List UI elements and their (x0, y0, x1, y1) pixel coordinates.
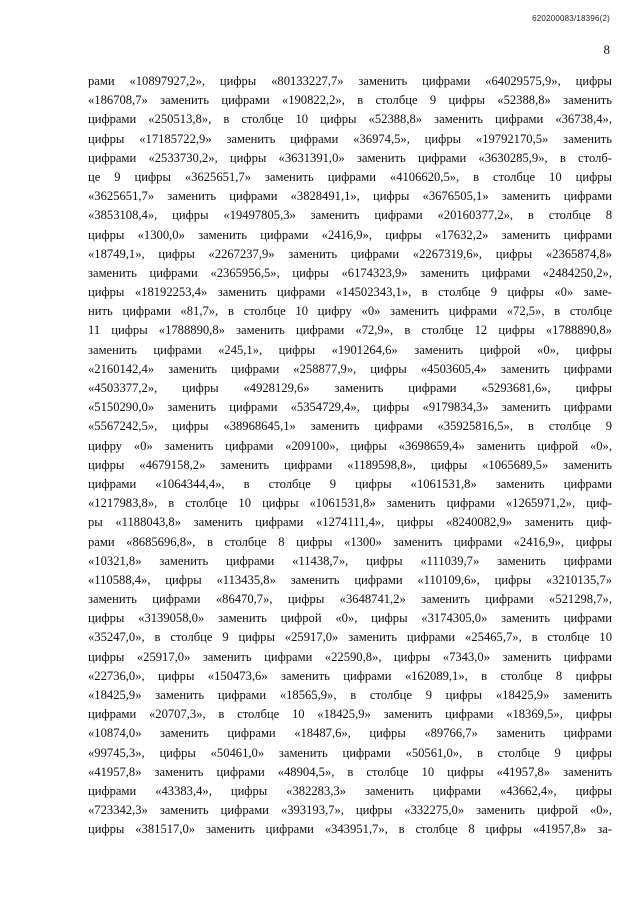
page-number: 8 (603, 42, 610, 57)
text-line: цифры «381517,0» заменить цифрами «343951,7», в столбце 8 цифры «41957,8» за- (88, 822, 612, 837)
text-line: «35247,0», в столбце 9 цифры «25917,0» заменить цифрами «25465,7», в столбце 10 (88, 630, 612, 645)
text-line: «10321,8» заменить цифрами «11438,7», цифры «111039,7» заменить цифрами (88, 553, 612, 568)
text-line: «186708,7» заменить цифрами «190822,2», в столбце 9 цифры «52388,8» заменить (88, 93, 612, 108)
text-line: «41957,8» заменить цифрами «48904,5», в столбце 10 цифры «41957,8» заменить (88, 764, 612, 779)
text-line: «18425,9» заменить цифрами «18565,9», в столбце 9 цифры «18425,9» заменить (88, 688, 612, 702)
text-line: цифрами «1064344,4», в столбце 9 цифры «1061531,8» заменить цифрами (88, 476, 612, 491)
text-line: «10874,0» заменить цифрами «18487,6», цифры «89766,7» заменить цифрами (88, 726, 612, 741)
text-line: «4503377,2», цифры «4928129,6» заменить цифрами «5293681,6», цифры (88, 381, 612, 395)
text-line: «723342,3» заменить цифрами «393193,7», цифры «332275,0» заменить цифрой «0», (88, 803, 612, 818)
text-line: «2160142,4» заменить цифрами «258877,9», цифры «4503605,4» заменить цифрами (88, 361, 612, 376)
text-line: це 9 цифры «3625651,7» заменить цифрами «4106620,5», в столбце 10 цифры (88, 169, 612, 184)
text-line: цифру «0» заменить цифрами «209100», цифры «3698659,4» заменить цифрой «0», (88, 438, 612, 453)
text-line: рами «8685696,8», в столбце 8 цифры «1300» заменить цифрами «2416,9», цифры (88, 534, 612, 549)
text-line: ры «1188043,8» заменить цифрами «1274111,4», цифры «8240082,9» заменить циф- (88, 515, 612, 530)
text-line: цифрами «2533730,2», цифры «3631391,0» заменить цифрами «3630285,9», в столб- (88, 150, 612, 165)
text-line: «22736,0», цифры «150473,6» заменить цифрами «162089,1», в столбце 8 цифры (88, 668, 612, 683)
text-line: рами «10897927,2», цифры «80133227,7» заменить цифрами «64029575,9», цифры (88, 74, 612, 88)
text-line: цифрами «20707,3», в столбце 10 «18425,9» заменить цифрами «18369,5», цифры (88, 707, 612, 722)
text-line: «1217983,8», в столбце 10 цифры «1061531,8» заменить цифрами «1265971,2», циф- (88, 496, 612, 511)
text-line: «99745,3», цифры «50461,0» заменить цифрами «50561,0», в столбце 9 цифры (88, 745, 612, 760)
text-line: заменить цифрами «2365956,5», цифры «6174323,9» заменить цифрами «2484250,2», (88, 265, 612, 280)
text-line: «3625651,7» заменить цифрами «3828491,1», цифры «3676505,1» заменить цифрами (88, 189, 612, 204)
text-line: цифры «4679158,2» заменить цифрами «1189598,8», цифры «1065689,5» заменить (88, 457, 612, 472)
text-line: «5150290,0» заменить цифрами «5354729,4», цифры «9179834,3» заменить цифрами (88, 400, 612, 415)
text-line: цифры «17185722,9» заменить цифрами «36974,5», цифры «19792170,5» заменить (88, 131, 612, 146)
text-line: «3853108,4», цифры «19497805,3» заменить цифрами «20160377,2», в столбце 8 (88, 208, 612, 223)
text-line: заменить цифрами «245,1», цифры «1901264,6» заменить цифрой «0», цифры (88, 342, 612, 357)
text-line: «110588,4», цифры «113435,8» заменить цифрами «110109,6», цифры «3210135,7» (88, 572, 612, 587)
text-line: цифрами «43383,4», цифры «382283,3» заменить цифрами «43662,4», цифры (88, 783, 612, 798)
text-line: цифрами «250513,8», в столбце 10 цифры «52388,8» заменить цифрами «36738,4», (88, 112, 612, 127)
text-line: цифры «1300,0» заменить цифрами «2416,9», цифры «17632,2» заменить цифрами (88, 227, 612, 242)
body-text (88, 72, 612, 840)
document-id: 620200083/18396(2) (532, 14, 610, 23)
text-line: цифры «25917,0» заменить цифрами «22590,8», цифры «7343,0» заменить цифрами (88, 649, 612, 664)
text-line: заменить цифрами «86470,7», цифры «3648741,2» заменить цифрами «521298,7», (88, 592, 612, 607)
text-line: цифры «3139058,0» заменить цифрой «0», цифры «3174305,0» заменить цифрами (88, 611, 612, 626)
text-line: «5567242,5», цифры «38968645,1» заменить цифрами «35925816,5», в столбце 9 (88, 419, 612, 434)
text-line: цифры «18192253,4» заменить цифрами «14502343,1», в столбце 9 цифры «0» заме- (88, 285, 612, 300)
text-line: «18749,1», цифры «2267237,9» заменить цифрами «2267319,6», цифры «2365874,8» (88, 246, 612, 261)
text-line: 11 цифры «1788890,8» заменить цифрами «72,9», в столбце 12 цифры «1788890,8» (88, 323, 612, 338)
text-line: нить цифрами «81,7», в столбце 10 цифру «0» заменить цифрами «72,5», в столбце (88, 304, 612, 319)
